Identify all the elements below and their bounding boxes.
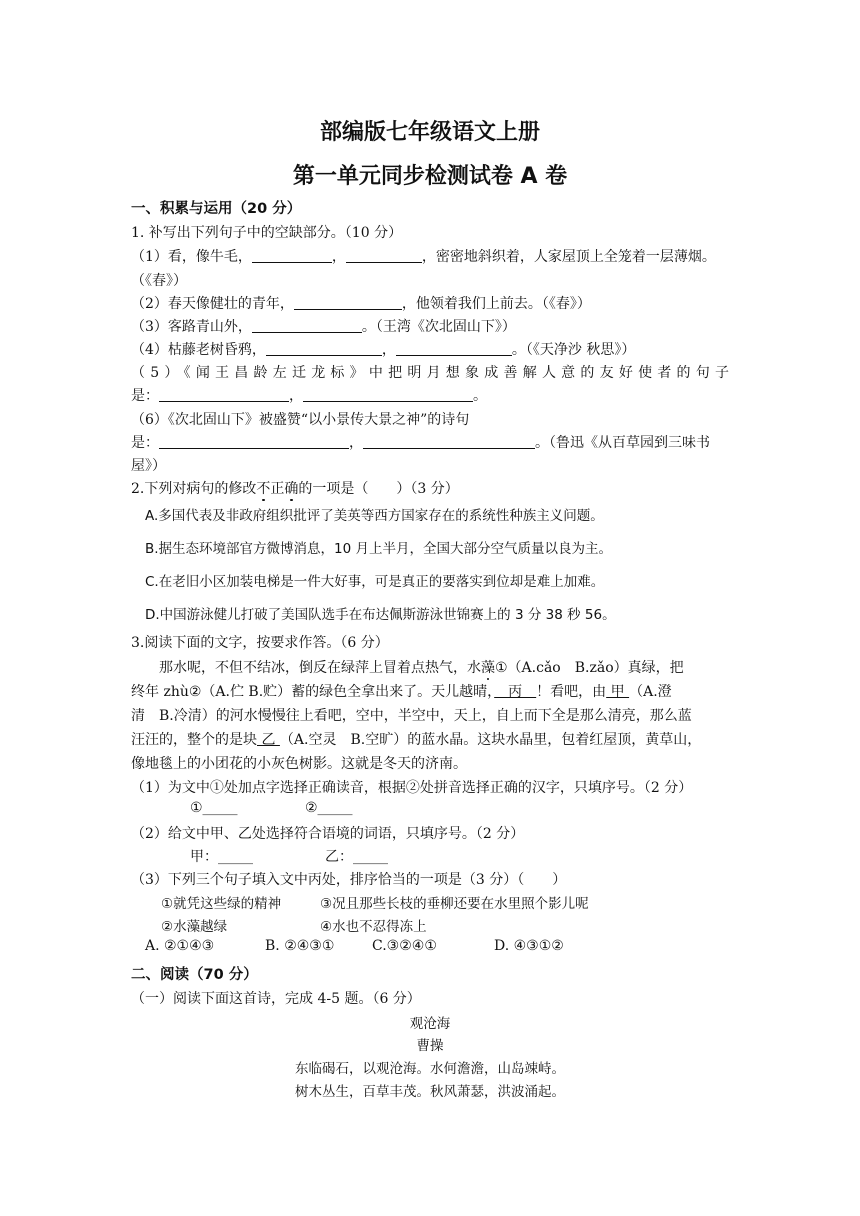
poem-line: 树木丛生，百草丰茂。秋风萧瑟，洪波涌起。 [295, 1084, 565, 1100]
answer-blank[interactable] [303, 386, 473, 402]
page-subtitle: 第一单元同步检测试卷 A 卷 [292, 164, 568, 189]
q3-sub-3: （3）下列三个句子填入文中丙处，排序恰当的一项是（3 分）（ ） [131, 872, 567, 888]
q1-item-6-source-end: 屋》） [131, 458, 166, 474]
q3-passage-line-3: 清 B.冷清）的河水慢慢往上看吧，空中，半空中，天上，自上而下全是那么清亮，那么蓝 [131, 708, 692, 724]
q3-sub-1: （1）为文中①处加点字选择正确读音，根据②处拼音选择正确的汉字，只填序号。（2 分） [131, 780, 693, 796]
question-2-stem: 2.下列对病句的修改不正确的一项是（ ）（3 分） [131, 481, 459, 497]
q2-option-b: B.据生态环境部官方微博消息，10 月上半月，全国大部分空气质量以良为主。 [145, 541, 613, 557]
q2-option-a: A.多国代表及非政府组织批评了美英等西方国家存在的系统性种族主义问题。 [145, 508, 604, 524]
q3-passage-line-4: 汪汪的，整个的是块 乙 （A.空灵 B.空旷）的蓝水晶。这块水晶里，包着红屋顶，黄草山， [131, 732, 702, 748]
q3-choice-c: C.③②④① [372, 938, 437, 954]
answer-blank[interactable] [159, 433, 349, 449]
q3-choice-a: A. ②①④③ [145, 938, 215, 954]
q3-sub-1-blank-1[interactable]: ①_____ [190, 800, 238, 816]
q3-sentence-4: ④水也不忍得冻上 [320, 919, 427, 935]
answer-blank[interactable] [294, 294, 402, 310]
q1-item-5: （5）《闻王昌龄左迁龙标》中把明月想象成善解人意的友好使者的句子 [131, 365, 729, 381]
q3-sentence-1: ①就凭这些绿的精神 [161, 896, 282, 912]
q1-item-1: （1）看，像牛毛， ， ，密密地斜织着，人家屋顶上全笼着一层薄烟。 [131, 249, 716, 265]
q2-option-d: D.中国游泳健儿打破了美国队选手在布达佩斯游泳世锦赛上的 3 分 38 秒 56。 [145, 607, 616, 623]
q1-item-2: （2）春天像健壮的青年， ，他领着我们上前去。（《春》） [131, 296, 591, 312]
section-heading-accumulation: 一、积累与运用（20 分） [131, 201, 302, 217]
answer-blank[interactable] [252, 317, 362, 333]
q1-item-5-answer: 是： ， 。 [131, 388, 487, 404]
q3-sentence-2: ②水藻越绿 [161, 919, 228, 935]
answer-blank[interactable] [346, 247, 422, 263]
q3-sentence-3: ③况且那些长枝的垂柳还要在水里照个影儿呢 [320, 896, 589, 912]
q2-option-c: C.在老旧小区加装电梯是一件大好事，可是真正的要落实到位却是难上加难。 [145, 574, 605, 590]
question-3-stem: 3.阅读下面的文字，按要求作答。（6 分） [131, 635, 389, 651]
q3-passage-line-1: 那水呢，不但不结冰，倒反在绿萍上冒着点热气，水藻①（A.cǎo B.zǎo）真绿，把 [131, 660, 684, 676]
reading-subsection-heading: （一）阅读下面这首诗，完成 4-5 题。（6 分） [131, 991, 421, 1007]
q1-item-4: （4）枯藤老树昏鸦， ， 。（《天净沙 秋思》） [131, 342, 636, 358]
blank-bing: 丙 [494, 684, 537, 700]
answer-blank[interactable] [159, 386, 289, 402]
answer-blank[interactable] [396, 340, 512, 356]
page-title: 部编版七年级语文上册 [319, 120, 540, 145]
q3-sub-2: （2）给文中甲、乙处选择符合语境的词语，只填序号。（2 分） [131, 826, 525, 842]
blank-jia: 甲 [606, 684, 630, 700]
q1-item-1-source: （《春》） [131, 273, 187, 289]
poem-title: 观沧海 [409, 1016, 451, 1032]
q3-choice-d: D. ④③①② [494, 938, 564, 954]
q3-passage-line-5: 像地毯上的小团花的小灰色树影。这就是冬天的济南。 [131, 756, 467, 772]
q3-sub-2-blank-jia[interactable]: 甲：_____ [190, 849, 253, 865]
blank-yi: 乙 [257, 732, 280, 748]
question-1-stem: 1. 补写出下列句子中的空缺部分。（10 分） [131, 225, 403, 241]
q3-choice-b: B. ②④③① [265, 938, 335, 954]
answer-blank[interactable] [266, 340, 382, 356]
section-heading-reading: 二、阅读（70 分） [131, 967, 258, 983]
q1-item-6-answer: 是： ， 。（鲁迅《从百草园到三味书 [131, 435, 710, 451]
q1-item-6: （6）《次北固山下》被盛赞“以小景传大景之神”的诗句 [131, 412, 470, 428]
q1-item-3: （3）客路青山外， 。（王湾《次北固山下》） [131, 319, 516, 335]
q3-passage-line-2: 终年 zhù②（A.伫 B.贮）蓄的绿色全拿出来了。天儿越晴， 丙 ！看吧，由 甲 （A.澄 [131, 684, 672, 700]
poem-author: 曹操 [416, 1038, 444, 1054]
answer-blank[interactable] [363, 433, 535, 449]
q3-sub-1-blank-2[interactable]: ②_____ [305, 800, 353, 816]
poem-line: 东临碣石，以观沧海。水何澹澹，山岛竦峙。 [295, 1061, 565, 1077]
answer-blank[interactable] [252, 247, 332, 263]
q3-sub-2-blank-yi[interactable]: 乙：_____ [325, 849, 388, 865]
